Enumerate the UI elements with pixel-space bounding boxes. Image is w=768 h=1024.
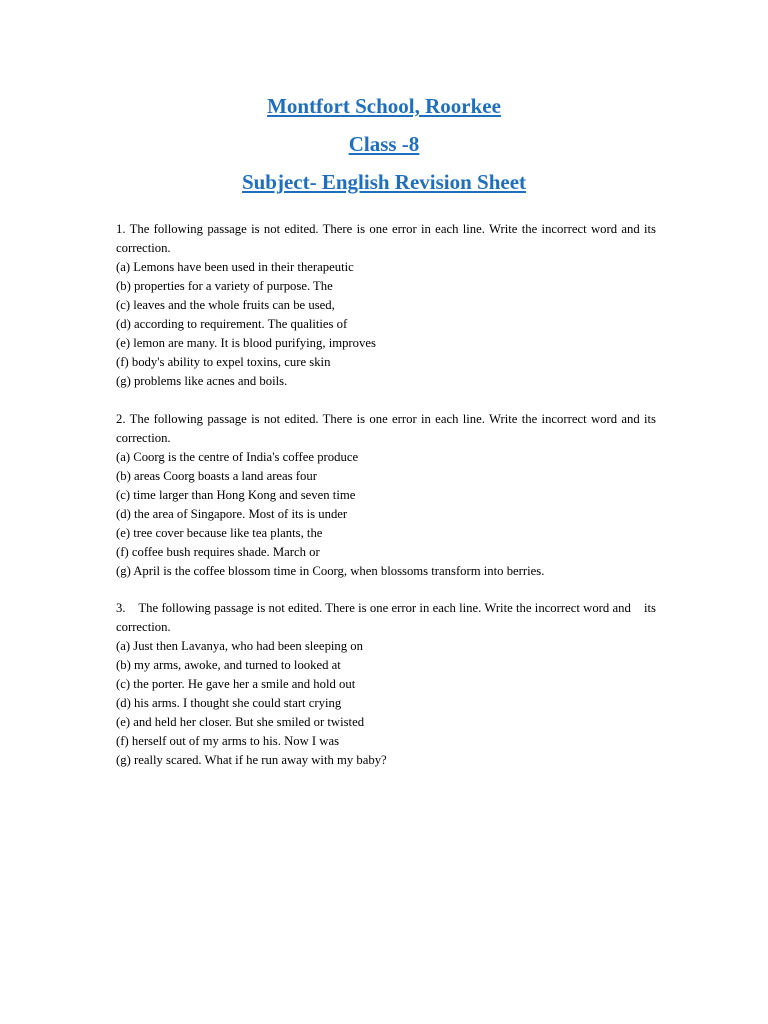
question-1-line-e: (e) lemon are many. It is blood purifying, improves <box>116 336 376 350</box>
question-1-line-c: (c) leaves and the whole fruits can be used, <box>116 298 335 312</box>
question-3 <box>116 599 660 770</box>
question-2-line-b: (b) areas Coorg boasts a land areas four <box>116 469 317 483</box>
question-2-line-d: (d) the area of Singapore. Most of its is under <box>116 507 348 521</box>
question-3-line-c: (c) the porter. He gave her a smile and hold out <box>116 677 356 691</box>
subject-heading: Subject- English Revision Sheet <box>241 170 527 194</box>
question-2-line-e: (e) tree cover because like tea plants, the <box>116 526 323 540</box>
question-1-instruction: 1. The following passage is not edited. There is one error in each line. Write the incorrect word and its correction. <box>116 222 656 255</box>
question-1-line-b: (b) properties for a variety of purpose. The <box>116 279 333 293</box>
question-3-line-d: (d) his arms. I thought she could start crying <box>116 696 342 710</box>
question-3-line-g: (g) really scared. What if he run away with my baby? <box>116 753 387 767</box>
question-1-line-a: (a) Lemons have been used in their therapeutic <box>116 260 354 274</box>
question-1-line-d: (d) according to requirement. The qualities of <box>116 317 348 331</box>
question-2 <box>116 410 656 581</box>
question-2-line-c: (c) time larger than Hong Kong and seven time <box>116 488 356 502</box>
question-2-instruction: 2. The following passage is not edited. There is one error in each line. Write the incorrect word and its correction. <box>116 412 656 445</box>
question-1 <box>116 220 656 391</box>
question-3-line-a: (a) Just then Lavanya, who had been sleeping on <box>116 639 363 653</box>
question-1-line-g: (g) problems like acnes and boils. <box>116 374 288 388</box>
question-3-instruction: 3. The following passage is not edited. There is one error in each line. Write the incorrect word and its correction. <box>116 601 660 634</box>
question-2-line-f: (f) coffee bush requires shade. March or <box>116 545 320 559</box>
question-3-line-b: (b) my arms, awoke, and turned to looked at <box>116 658 341 672</box>
question-3-line-f: (f) herself out of my arms to his. Now I was <box>116 734 340 748</box>
question-1-line-f: (f) body's ability to expel toxins, cure skin <box>116 355 331 369</box>
school-name-heading: Montfort School, Roorkee <box>267 94 501 118</box>
class-heading: Class -8 <box>348 132 420 156</box>
question-3-line-e: (e) and held her closer. But she smiled or twisted <box>116 715 365 729</box>
question-2-line-a: (a) Coorg is the centre of India's coffee produce <box>116 450 359 464</box>
question-2-line-g: (g) April is the coffee blossom time in Coorg, when blossoms transform into berries. <box>116 564 545 578</box>
